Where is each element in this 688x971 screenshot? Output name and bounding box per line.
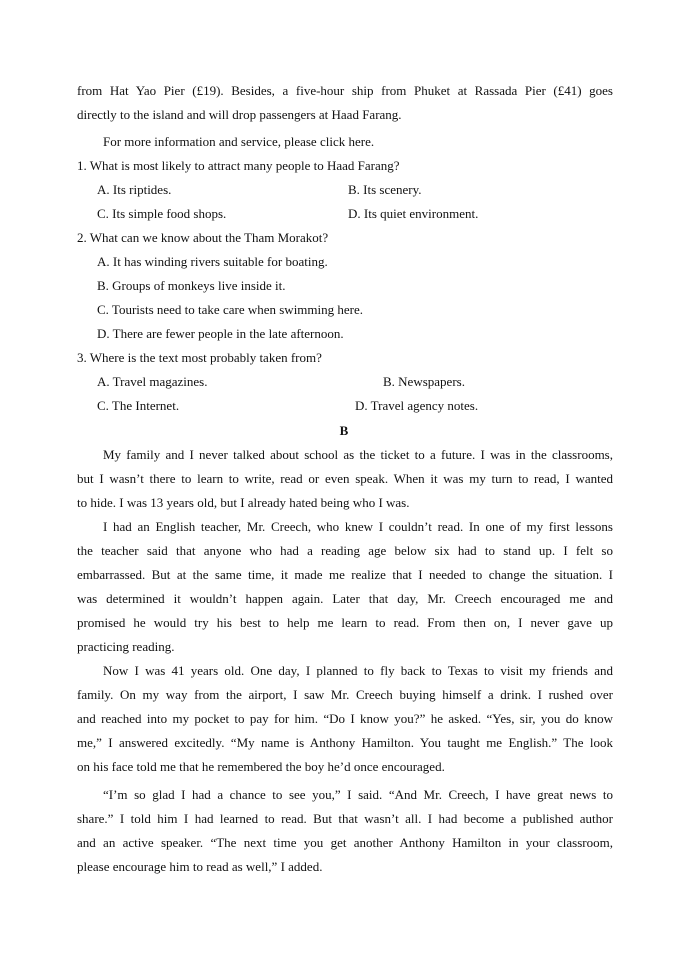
passage-b-line: the teacher said that anyone who had a reading age below six had to stand up. I felt so: [77, 543, 613, 558]
info-suffix: .: [370, 134, 375, 149]
question-1-option-c: C. Its simple food shops.: [97, 206, 227, 221]
question-1-option-b: B. Its scenery.: [348, 182, 422, 197]
passage-b-line: My family and I never talked about school as the ticket to a future. I was in the classrooms,: [103, 447, 613, 462]
passage-b-line: practicing reading.: [77, 639, 175, 654]
passage-b-line: and an active speaker. “The next time you get another Anthony Hamilton in your classroom,: [77, 835, 613, 850]
passage-b-line: on his face told me that he remembered the boy he’d once encouraged.: [77, 759, 445, 774]
passage-b-line: me,” I answered excitedly. “My name is Anthony Hamilton. You taught me English.” The look: [77, 735, 613, 750]
question-2-stem: 2. What can we know about the Tham Morakot?: [77, 230, 329, 245]
question-3-option-d: D. Travel agency notes.: [355, 398, 479, 413]
passage-b-line: was determined it wouldn’t happen again. Later that day, Mr. Creech encouraged me and: [77, 591, 613, 606]
passage-b-line: family. On my way from the airport, I saw Mr. Creech buying himself a drink. I rushed over: [77, 687, 613, 702]
passage-b-line: please encourage him to read as well,” I added.: [77, 859, 323, 874]
passage-b-line: embarrassed. But at the same time, it made me realize that I needed to change the situation. I: [77, 567, 613, 582]
question-3-stem: 3. Where is the text most probably taken from?: [77, 350, 322, 365]
question-3-option-b: B. Newspapers.: [383, 374, 465, 389]
passage-b-line: but I wasn’t there to learn to write, read or even speak. When it was my turn to read, I wanted: [77, 471, 613, 486]
info-line: [103, 134, 613, 150]
passage-b-line: to hide. I was 13 years old, but I already hated being who I was.: [77, 495, 410, 510]
click-here-link[interactable]: click here: [319, 134, 371, 149]
passage-b-line: share.” I told him I had learned to read. But that wasn’t all. I had become a published author: [77, 811, 613, 826]
passage-a-line-1: from Hat Yao Pier (£19). Besides, a five-hour ship from Phuket at Rassada Pier (£41) goes: [77, 83, 613, 98]
question-1-option-d: D. Its quiet environment.: [348, 206, 479, 221]
question-2-option-d: D. There are fewer people in the late afternoon.: [97, 326, 344, 341]
passage-a-line-2: directly to the island and will drop passengers at Haad Farang.: [77, 107, 402, 122]
section-b-heading: B: [339, 423, 349, 438]
passage-b-line: “I’m so glad I had a chance to see you,” I said. “And Mr. Creech, I have great news to: [103, 787, 613, 802]
question-2-option-b: B. Groups of monkeys live inside it.: [97, 278, 286, 293]
passage-b-line: promised he would try his best to help me learn to read. From then on, I never gave up: [77, 615, 613, 630]
question-1-option-a: A. Its riptides.: [97, 182, 172, 197]
question-3-option-a: A. Travel magazines.: [97, 374, 208, 389]
passage-b-line: I had an English teacher, Mr. Creech, who knew I couldn’t read. In one of my first lessons: [103, 519, 613, 534]
question-2-option-c: C. Tourists need to take care when swimming here.: [97, 302, 364, 317]
question-3-option-c: C. The Internet.: [97, 398, 180, 413]
passage-b-line: Now I was 41 years old. One day, I planned to fly back to Texas to visit my friends and: [103, 663, 613, 678]
question-2-option-a: A. It has winding rivers suitable for boating.: [97, 254, 328, 269]
question-1-stem: 1. What is most likely to attract many people to Haad Farang?: [77, 158, 400, 173]
info-prefix: For more information and service, please: [103, 134, 320, 149]
passage-b-line: and reached into my pocket to pay for him. “Do I know you?” he asked. “Yes, sir, you do know: [77, 711, 613, 726]
